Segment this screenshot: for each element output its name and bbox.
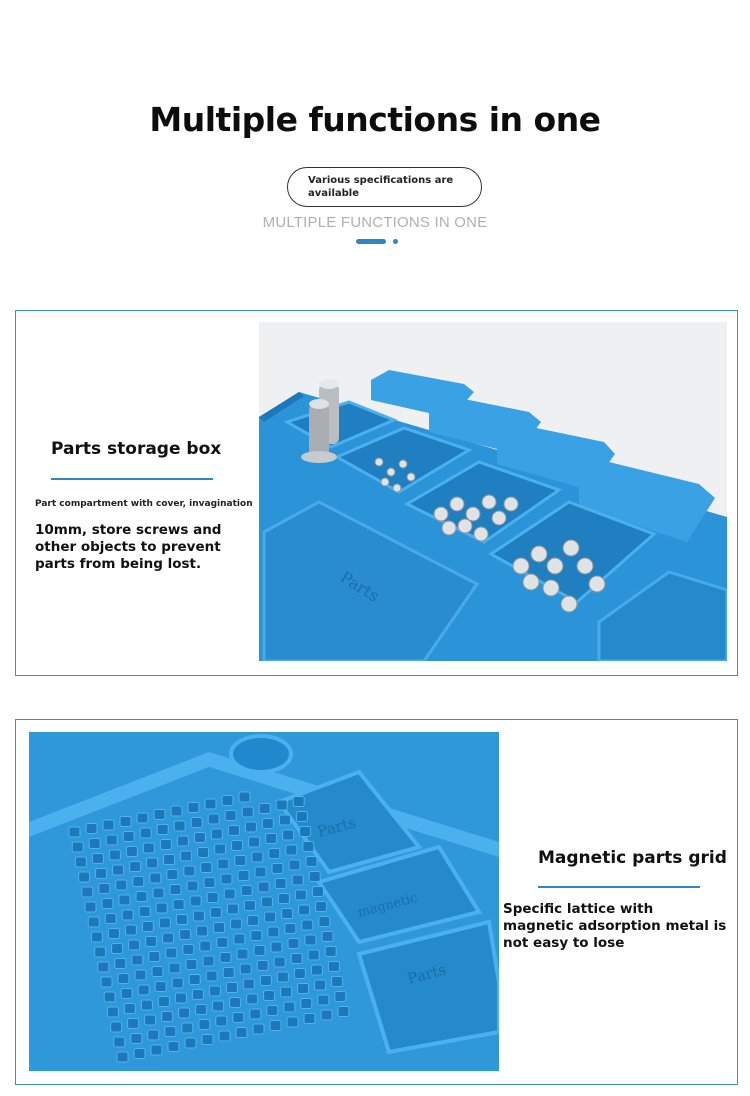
grid-cell xyxy=(250,1009,261,1019)
grid-cell xyxy=(220,953,231,963)
grid-cell xyxy=(136,892,147,902)
grid-cell xyxy=(332,977,343,987)
grid-cell xyxy=(242,807,253,817)
grid-cell xyxy=(266,834,277,844)
grid-cell xyxy=(132,955,143,965)
grid-cell xyxy=(201,863,212,873)
grid-cell xyxy=(115,959,126,969)
page-subtitle: MULTIPLE FUNCTIONS IN ONE xyxy=(262,214,488,231)
grid-cell xyxy=(305,935,316,945)
grid-cell xyxy=(210,908,221,918)
feature-rule xyxy=(51,478,213,480)
grid-cell xyxy=(159,918,170,928)
grid-cell xyxy=(154,810,165,820)
grid-cell xyxy=(275,879,286,889)
grid-cell xyxy=(196,1005,207,1015)
grid-cell xyxy=(123,832,134,842)
grid-cell xyxy=(88,917,99,927)
grid-cell xyxy=(156,903,167,913)
grid-cell xyxy=(282,909,293,919)
grid-cell xyxy=(233,1013,244,1023)
grid-cell xyxy=(152,967,163,977)
feature-panel-storage xyxy=(15,310,738,676)
grid-cell xyxy=(232,841,243,851)
grid-cell xyxy=(131,1034,142,1044)
grid-cell xyxy=(139,907,150,917)
grid-cell xyxy=(276,800,287,810)
grid-cell xyxy=(112,944,123,954)
grid-cell xyxy=(205,799,216,809)
magnetic-grid-photo xyxy=(29,732,499,1071)
grid-cell xyxy=(338,1007,349,1017)
grid-cell xyxy=(116,880,127,890)
grid-cell xyxy=(295,890,306,900)
grid-cell xyxy=(227,904,238,914)
grid-cell xyxy=(109,850,120,860)
grid-cell xyxy=(259,804,270,814)
grid-cell xyxy=(231,919,242,929)
grid-cell xyxy=(298,984,309,994)
grid-cell xyxy=(203,956,214,966)
grid-cell xyxy=(72,842,83,852)
grid-cell xyxy=(268,927,279,937)
grid-cell xyxy=(170,885,181,895)
feature-panel-magnetic xyxy=(15,719,738,1085)
grid-cell xyxy=(107,1007,118,1017)
grid-cell xyxy=(187,881,198,891)
grid-cell xyxy=(122,910,133,920)
grid-cell xyxy=(262,819,273,829)
grid-cell xyxy=(299,905,310,915)
storage-box-photo xyxy=(259,322,727,661)
grid-cell xyxy=(218,859,229,869)
grid-cell xyxy=(238,871,249,881)
grid-cell xyxy=(189,975,200,985)
grid-cell xyxy=(221,874,232,884)
grid-cell xyxy=(252,852,263,862)
grid-cell xyxy=(296,812,307,822)
grid-cell xyxy=(164,855,175,865)
grid-cell xyxy=(179,1008,190,1018)
grid-cell xyxy=(321,1010,332,1020)
grid-cell xyxy=(303,842,314,852)
grid-cell xyxy=(311,965,322,975)
grid-cell xyxy=(204,878,215,888)
grid-cell xyxy=(108,929,119,939)
grid-cell xyxy=(223,968,234,978)
grid-cell xyxy=(188,803,199,813)
grid-cell xyxy=(306,857,317,867)
grid-cell xyxy=(304,1014,315,1024)
grid-cell xyxy=(241,886,252,896)
grid-cell xyxy=(137,813,148,823)
grid-cell xyxy=(98,962,109,972)
grid-cell xyxy=(186,960,197,970)
grid-cell xyxy=(281,987,292,997)
grid-cell xyxy=(96,869,107,879)
grid-cell xyxy=(75,857,86,867)
grid-cell xyxy=(117,1052,128,1062)
grid-cell xyxy=(135,970,146,980)
grid-cell xyxy=(225,811,236,821)
grid-cell xyxy=(172,978,183,988)
grid-cell xyxy=(169,963,180,973)
grid-cell xyxy=(102,899,113,909)
grid-cell xyxy=(141,1000,152,1010)
grid-cell xyxy=(245,822,256,832)
grid-cell xyxy=(247,994,258,1004)
grid-cell xyxy=(113,865,124,875)
grid-cell xyxy=(125,925,136,935)
grid-cell xyxy=(99,884,110,894)
grid-cell xyxy=(217,938,228,948)
grid-cell xyxy=(207,893,218,903)
grid-cell xyxy=(182,1023,193,1033)
grid-cell xyxy=(248,916,259,926)
grid-cell xyxy=(82,887,93,897)
grid-cell xyxy=(92,854,103,864)
grid-cell xyxy=(145,1015,156,1025)
grid-cell xyxy=(251,931,262,941)
grid-cell xyxy=(151,1045,162,1055)
grid-cell xyxy=(270,1021,281,1031)
grid-cell xyxy=(249,837,260,847)
grid-cell xyxy=(120,817,131,827)
grid-cell xyxy=(166,948,177,958)
grid-cell xyxy=(224,889,235,899)
grid-cell xyxy=(239,792,250,802)
grid-cell xyxy=(185,1038,196,1048)
grid-cell xyxy=(129,940,140,950)
grid-cell xyxy=(89,839,100,849)
grid-cell xyxy=(193,911,204,921)
grid-cell xyxy=(260,976,271,986)
grid-cell xyxy=(143,843,154,853)
feature-rule xyxy=(538,886,700,888)
grid-cell xyxy=(147,858,158,868)
grid-cell xyxy=(286,845,297,855)
grid-cell xyxy=(140,828,151,838)
accent-dash xyxy=(356,239,386,244)
grid-cell xyxy=(174,821,185,831)
grid-cell xyxy=(222,796,233,806)
grid-cell xyxy=(216,1016,227,1026)
grid-cell xyxy=(114,1037,125,1047)
grid-cell xyxy=(272,864,283,874)
grid-cell xyxy=(171,806,182,816)
grid-cell xyxy=(316,902,327,912)
grid-cell xyxy=(126,847,137,857)
grid-cell xyxy=(200,941,211,951)
grid-cell xyxy=(199,1020,210,1030)
photo-emboss-label: Parts xyxy=(315,813,358,841)
grid-cell xyxy=(226,983,237,993)
grid-cell xyxy=(111,1022,122,1032)
grid-cell xyxy=(209,986,220,996)
grid-cell xyxy=(148,1030,159,1040)
feature-title-magnetic: Magnetic parts grid xyxy=(538,848,727,868)
grid-cell xyxy=(104,992,115,1002)
grid-cell xyxy=(277,972,288,982)
grid-cell xyxy=(173,900,184,910)
grid-cell xyxy=(284,1002,295,1012)
grid-cell xyxy=(121,989,132,999)
grid-cell xyxy=(267,1006,278,1016)
photo-emboss-label: Parts xyxy=(336,567,383,606)
grid-cell xyxy=(183,945,194,955)
grid-cell xyxy=(167,870,178,880)
grid-cell xyxy=(234,934,245,944)
grid-cell xyxy=(312,887,323,897)
grid-cell xyxy=(235,856,246,866)
grid-cell xyxy=(142,922,153,932)
feature-description-magnetic: Specific lattice with magnetic adsorption metal is not easy to lose xyxy=(503,901,727,951)
grid-cell xyxy=(181,851,192,861)
grid-cell xyxy=(279,815,290,825)
grid-cell xyxy=(192,990,203,1000)
grid-cell xyxy=(202,1035,213,1045)
feature-title-storage: Parts storage box xyxy=(51,439,222,459)
grid-cell xyxy=(269,849,280,859)
grid-cell xyxy=(328,962,339,972)
grid-cell xyxy=(258,882,269,892)
grid-cell xyxy=(253,1024,264,1034)
specification-pill: Various specifications are available xyxy=(287,167,482,207)
grid-cell xyxy=(237,949,248,959)
grid-cell xyxy=(146,937,157,947)
grid-cell xyxy=(106,835,117,845)
grid-cell xyxy=(215,844,226,854)
grid-cell xyxy=(265,912,276,922)
grid-cell xyxy=(124,1004,135,1014)
grid-cell xyxy=(69,827,80,837)
grid-cell xyxy=(157,825,168,835)
photo-emboss-label: Parts xyxy=(405,960,448,988)
grid-cell xyxy=(118,974,129,984)
grid-cell xyxy=(101,977,112,987)
grid-cell xyxy=(180,930,191,940)
grid-cell xyxy=(255,867,266,877)
grid-cell xyxy=(158,997,169,1007)
grid-cell xyxy=(91,932,102,942)
grid-cell xyxy=(293,797,304,807)
grid-cell xyxy=(287,1017,298,1027)
grid-cell xyxy=(319,917,330,927)
grid-cell xyxy=(335,992,346,1002)
page-title: Multiple functions in one xyxy=(149,100,601,139)
grid-cell xyxy=(291,954,302,964)
grid-cell xyxy=(308,950,319,960)
grid-cell xyxy=(194,833,205,843)
grid-cell xyxy=(184,866,195,876)
grid-cell xyxy=(177,836,188,846)
grid-cell xyxy=(155,982,166,992)
grid-cell xyxy=(300,827,311,837)
grid-cell xyxy=(228,826,239,836)
grid-cell xyxy=(325,947,336,957)
grid-cell xyxy=(257,961,268,971)
grid-cell xyxy=(103,820,114,830)
grid-cell xyxy=(294,969,305,979)
grid-cell xyxy=(309,872,320,882)
photo-emboss-label: magnetic xyxy=(356,890,420,921)
grid-cell xyxy=(271,942,282,952)
grid-cell xyxy=(149,952,160,962)
grid-cell xyxy=(243,979,254,989)
grid-cell xyxy=(191,818,202,828)
grid-cell xyxy=(79,872,90,882)
grid-cell xyxy=(197,926,208,936)
grid-cell xyxy=(288,939,299,949)
grid-cell xyxy=(176,915,187,925)
grid-cell xyxy=(230,998,241,1008)
grid-cell xyxy=(190,896,201,906)
grid-cell xyxy=(95,947,106,957)
grid-cell xyxy=(264,991,275,1001)
grid-cell xyxy=(128,1019,139,1029)
grid-cell xyxy=(214,923,225,933)
grid-cell xyxy=(211,829,222,839)
grid-cell xyxy=(206,971,217,981)
grid-cell xyxy=(168,1042,179,1052)
grid-cell xyxy=(315,980,326,990)
grid-cell xyxy=(292,875,303,885)
feature-caption-storage: Part compartment with cover, invagination xyxy=(35,499,253,509)
grid-cell xyxy=(163,933,174,943)
grid-cell xyxy=(318,995,329,1005)
grid-cell xyxy=(162,1012,173,1022)
grid-cell xyxy=(254,946,265,956)
grid-cell xyxy=(219,1031,230,1041)
grid-cell xyxy=(165,1027,176,1037)
grid-cell xyxy=(261,897,272,907)
grid-cell xyxy=(86,824,97,834)
grid-cell xyxy=(208,814,219,824)
grid-cell xyxy=(198,848,209,858)
grid-cell xyxy=(105,914,116,924)
grid-cell xyxy=(130,862,141,872)
grid-cell xyxy=(278,894,289,904)
grid-cell xyxy=(175,993,186,1003)
grid-cell xyxy=(153,888,164,898)
grid-cell xyxy=(138,985,149,995)
grid-cell xyxy=(160,840,171,850)
grid-cell xyxy=(133,877,144,887)
grid-cell xyxy=(285,924,296,934)
grid-cell xyxy=(240,964,251,974)
grid-cell xyxy=(236,1028,247,1038)
grid-cell xyxy=(283,830,294,840)
grid-cell xyxy=(302,920,313,930)
grid-cell xyxy=(301,999,312,1009)
grid-cell xyxy=(134,1049,145,1059)
feature-description-storage: 10mm, store screws and other objects to prevent parts from being lost. xyxy=(35,522,222,572)
grid-cell xyxy=(244,901,255,911)
grid-cell xyxy=(150,873,161,883)
grid-cell xyxy=(274,957,285,967)
grid-cell xyxy=(322,932,333,942)
grid-cell xyxy=(119,895,130,905)
accent-dot xyxy=(393,239,398,244)
grid-cell xyxy=(85,902,96,912)
grid-cell xyxy=(289,860,300,870)
grid-cell xyxy=(213,1001,224,1011)
